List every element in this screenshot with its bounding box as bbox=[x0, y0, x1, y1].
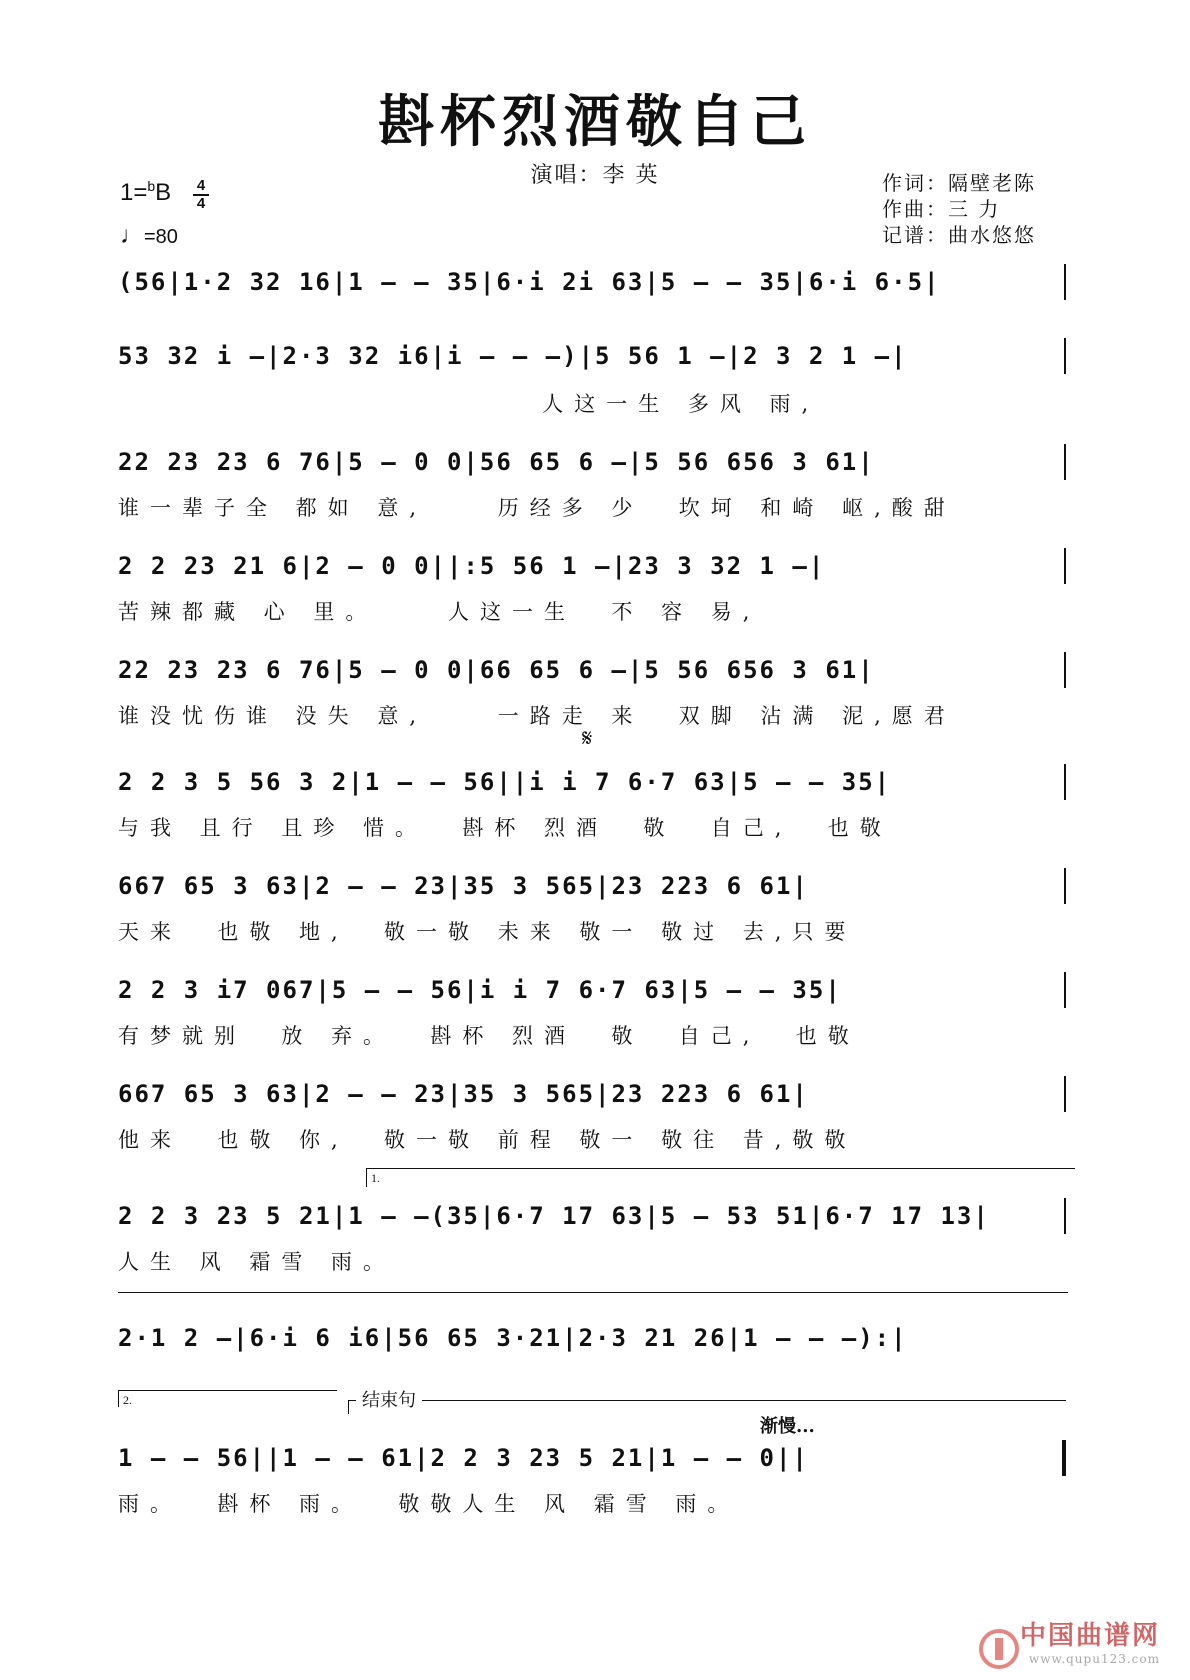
lyricist-credit: 作词：隔壁老陈 bbox=[882, 171, 1036, 195]
notation-line bbox=[118, 1074, 1068, 1114]
notation-line bbox=[118, 262, 1068, 302]
lyric-line: 他来 也敬 你, 敬一敬 前程 敬一 敬往 昔,敬敬 bbox=[118, 1128, 857, 1152]
lyric-line: 苦辣都藏 心 里。 人这一生 不 容 易, bbox=[118, 600, 761, 624]
watermark-site-name: 中国曲谱网 bbox=[1019, 1621, 1160, 1651]
second-ending-label: 2. bbox=[123, 1393, 132, 1407]
tempo-marking bbox=[120, 222, 178, 250]
coda-bracket-left bbox=[348, 1400, 349, 1414]
barline bbox=[1064, 548, 1066, 584]
flat-sign: b bbox=[147, 178, 156, 194]
meter-top: 4 bbox=[196, 177, 206, 194]
lyric-line: 谁没忧伤谁 没失 意, 一路走 来 双脚 沾满 泥,愿君 bbox=[118, 704, 956, 728]
coda-bracket bbox=[348, 1400, 1066, 1401]
first-ending-bracket bbox=[366, 1168, 1075, 1187]
notation-text: (56|1·2 32 16|1 – – 35|6·i 2i 63|5 – – 35|6·i 6·5| bbox=[118, 268, 941, 296]
credits-block bbox=[882, 170, 1036, 248]
notation-text: 667 65 3 63|2 – – 23|35 3 565|23 223 6 61| bbox=[118, 1080, 809, 1108]
notation-line bbox=[118, 546, 1068, 586]
barline bbox=[1064, 1198, 1066, 1234]
transcriber-credit: 记谱：曲水悠悠 bbox=[882, 223, 1036, 247]
first-ending-continuation bbox=[118, 1292, 1068, 1293]
lyric-line: 与我 且行 且珍 惜。 斟杯 烈酒 敬 自己, 也敬 bbox=[118, 816, 892, 840]
notation-line bbox=[118, 1318, 1068, 1358]
composer-credit: 作曲：三 力 bbox=[882, 197, 1001, 221]
second-ending-bracket bbox=[118, 1390, 337, 1407]
barline bbox=[1064, 868, 1066, 904]
notation-text: 53 32 i –|2·3 32 i6|i – – –)|5 56 1 –|2 3 2 1 –| bbox=[118, 342, 908, 370]
key-prefix: 1= bbox=[120, 179, 148, 206]
notation-text: 2 2 3 23 5 21|1 – –(35|6·7 17 63|5 – 53 51|6·7 17 13| bbox=[118, 1202, 990, 1230]
key-signature bbox=[120, 178, 171, 207]
barline bbox=[1064, 444, 1066, 480]
notation-text: 22 23 23 6 76|5 – 0 0|56 65 6 –|5 56 656 3 61| bbox=[118, 448, 875, 476]
barline bbox=[1064, 652, 1066, 688]
barline bbox=[1064, 338, 1066, 374]
ritardando-marking: 渐慢... bbox=[760, 1416, 815, 1437]
lyric-line: 天来 也敬 地, 敬一敬 未来 敬一 敬过 去,只要 bbox=[118, 920, 857, 944]
meter-bottom: 4 bbox=[196, 195, 206, 212]
barline bbox=[1064, 764, 1066, 800]
lyric-line: 谁一辈子全 都如 意, 历经多 少 坎坷 和崎 岖,酸甜 bbox=[118, 496, 956, 520]
barline bbox=[1064, 972, 1066, 1008]
watermark-url: www.qupu123.com bbox=[1028, 1652, 1160, 1666]
notation-line bbox=[118, 442, 1068, 482]
lyric-line: 雨。 斟杯 雨。 敬敬人生 风 霜雪 雨。 bbox=[118, 1492, 740, 1516]
barline bbox=[1064, 1076, 1066, 1112]
coda-label: 结束句 bbox=[356, 1386, 422, 1412]
notation-text: 2·1 2 –|6·i 6 i6|56 65 3·21|2·3 21 26|1 – – –):| bbox=[118, 1324, 908, 1352]
notation-text: 2 2 23 21 6|2 – 0 0||:5 56 1 –|23 3 32 1 –| bbox=[118, 552, 826, 580]
barline bbox=[1064, 264, 1066, 300]
quarter-note-icon: ♩ bbox=[120, 222, 144, 249]
lyric-line: 有梦就别 放 弃。 斟杯 烈酒 敬 自己, 也敬 bbox=[118, 1024, 860, 1048]
notation-text: 2 2 3 i7 067|5 – – 56|i i 7 6·7 63|5 – – 35| bbox=[118, 976, 842, 1004]
notation-line bbox=[118, 762, 1068, 802]
first-ending-label: 1. bbox=[371, 1171, 380, 1185]
site-watermark bbox=[940, 1615, 1160, 1666]
segno-icon: 𝄋 bbox=[582, 724, 593, 752]
notation-line bbox=[118, 970, 1068, 1010]
notation-line bbox=[118, 1196, 1068, 1236]
notation-text: 667 65 3 63|2 – – 23|35 3 565|23 223 6 61| bbox=[118, 872, 809, 900]
time-signature bbox=[193, 178, 209, 212]
singer-credit: 演唱：李 英 bbox=[530, 163, 660, 188]
notation-text: 22 23 23 6 76|5 – 0 0|66 65 6 –|5 56 656 3 61| bbox=[118, 656, 875, 684]
lyric-line: 人这一生 多风 雨, bbox=[118, 392, 820, 416]
lyric-line: 人生 风 霜雪 雨。 bbox=[118, 1250, 396, 1274]
notation-text: 2 2 3 5 56 3 2|1 – – 56||i i 7 6·7 63|5 – – 35| bbox=[118, 768, 892, 796]
key-tonic: B bbox=[155, 179, 172, 206]
final-barline bbox=[1062, 1440, 1066, 1476]
song-title: 斟杯烈酒敬自己 bbox=[378, 89, 812, 155]
notation-line bbox=[118, 336, 1068, 376]
tempo-value: =80 bbox=[144, 226, 178, 248]
notation-line bbox=[118, 1438, 1068, 1478]
notation-line bbox=[118, 650, 1068, 690]
notation-line bbox=[118, 866, 1068, 906]
notation-text: 1 – – 56||1 – – 61|2 2 3 23 5 21|1 – – 0|| bbox=[118, 1444, 809, 1472]
